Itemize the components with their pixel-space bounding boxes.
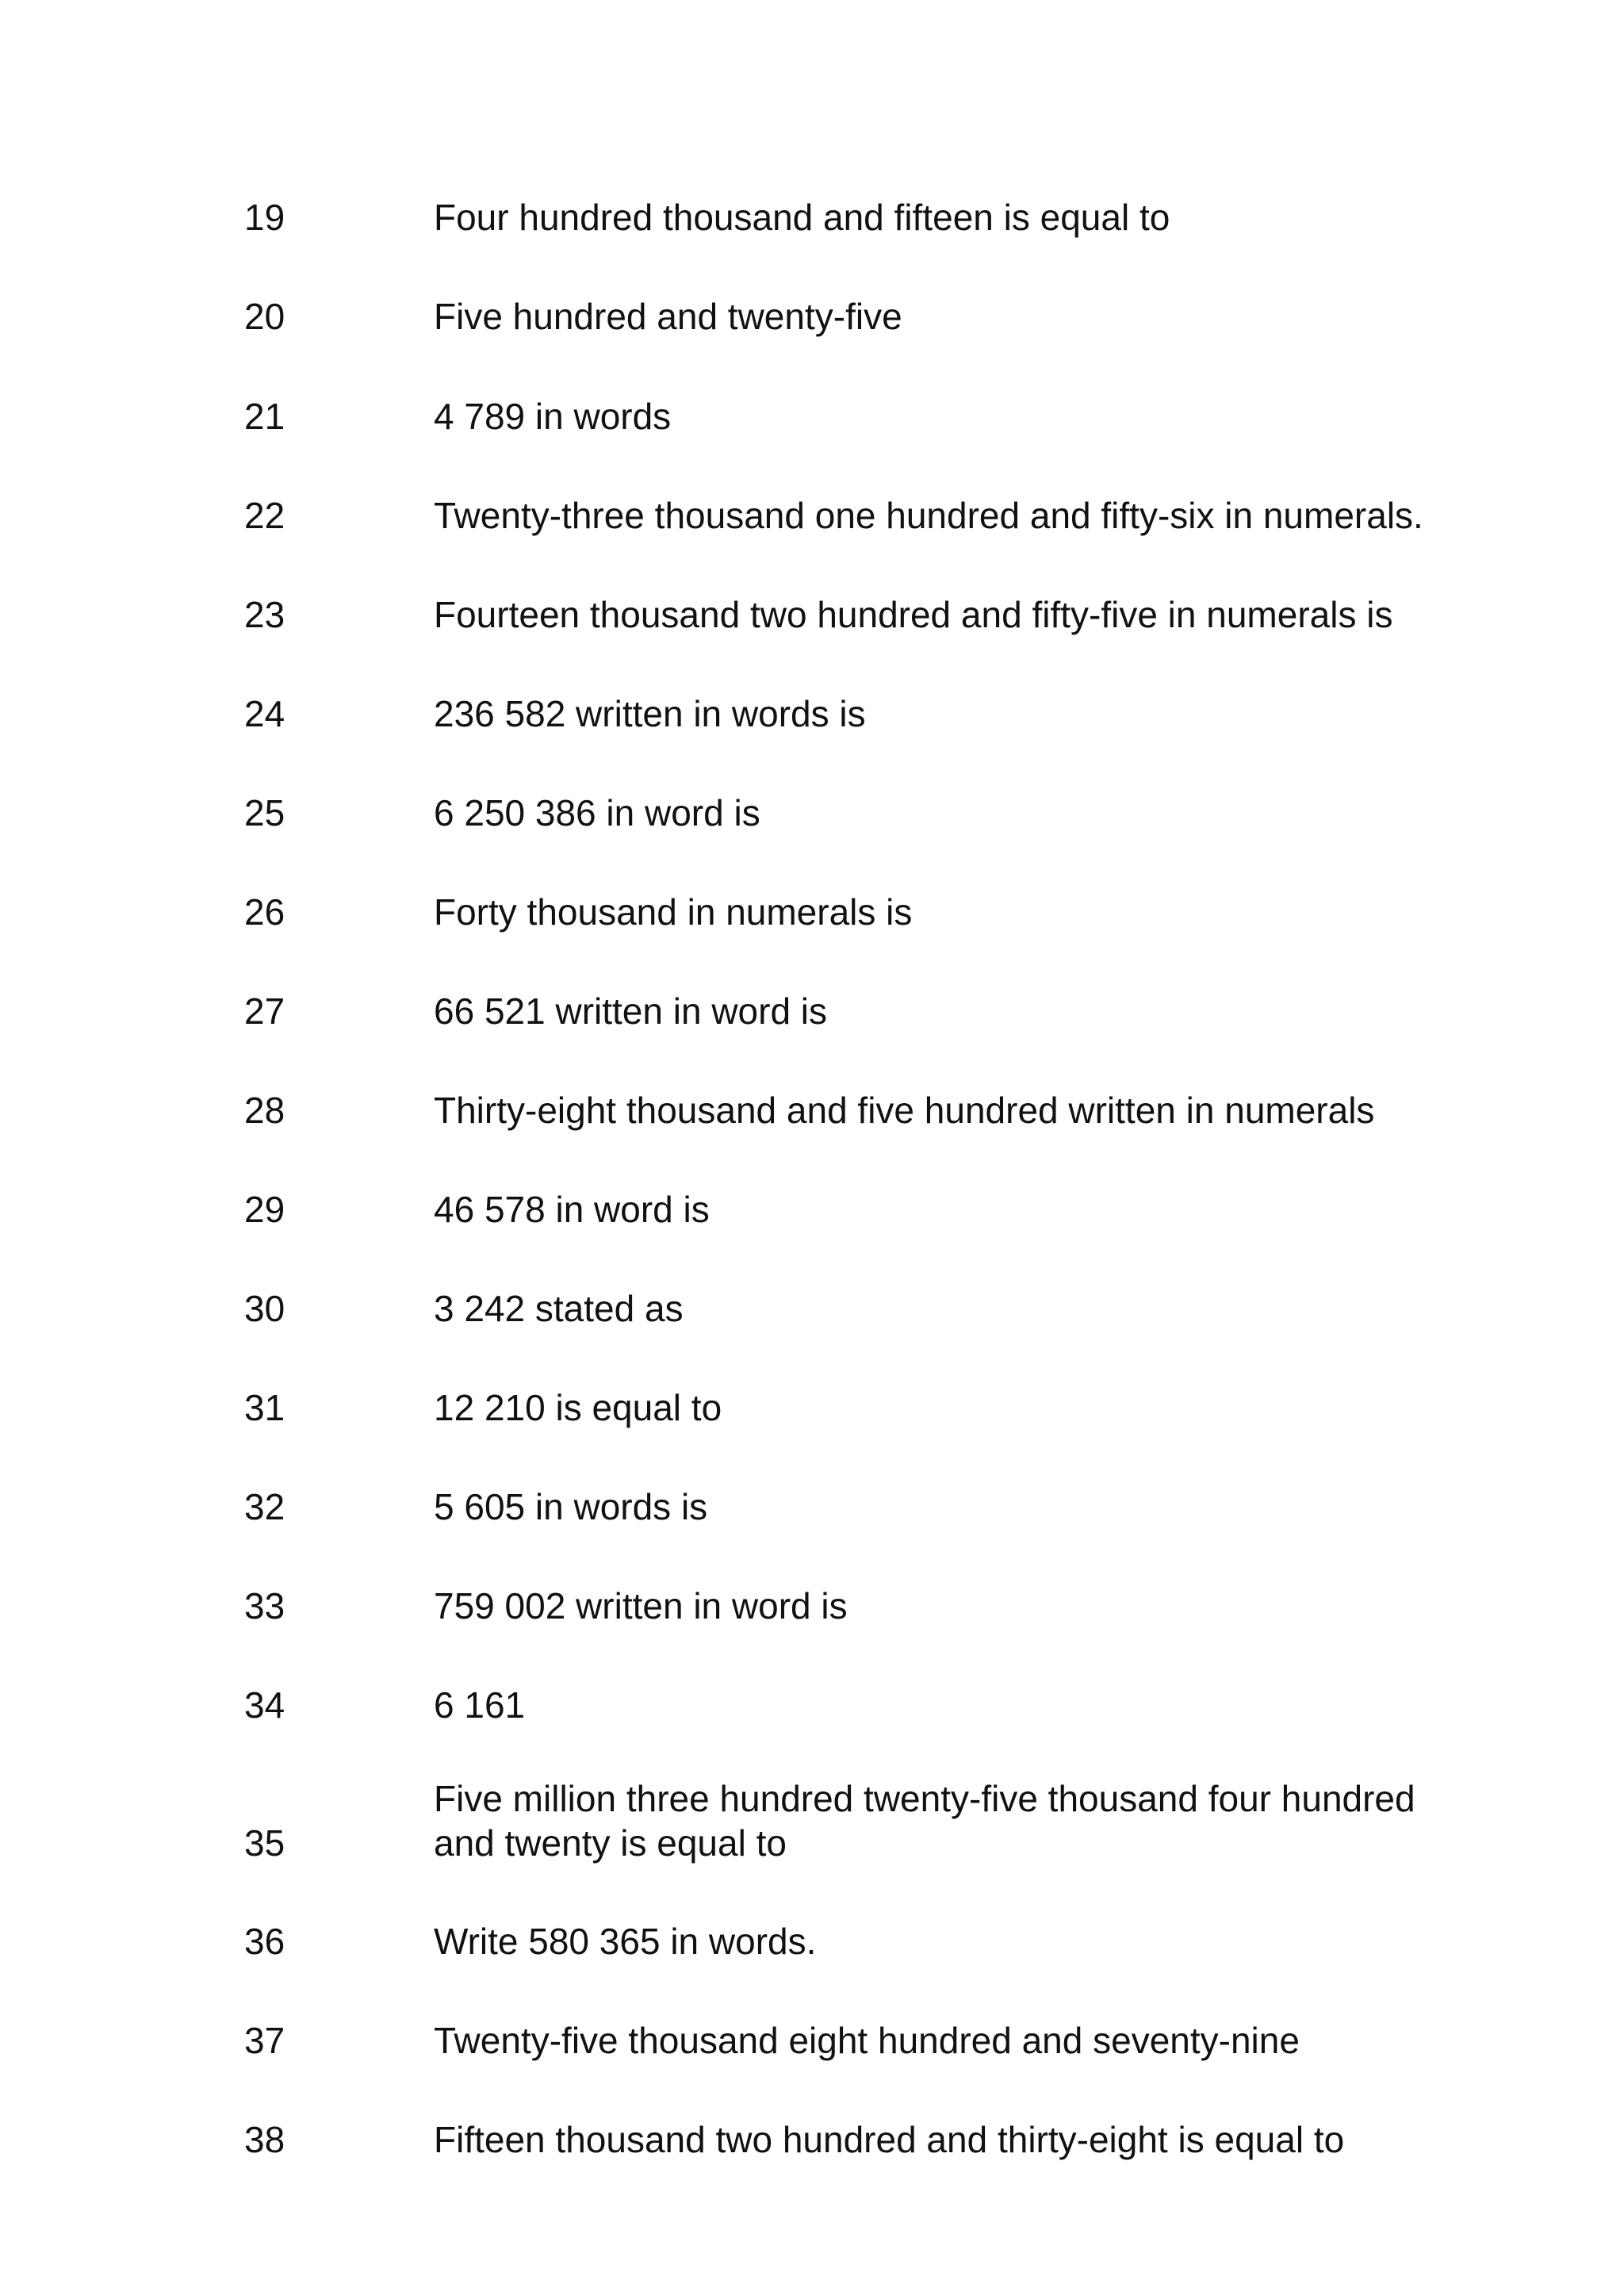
question-number: 36	[244, 1921, 285, 1962]
question-number: 32	[244, 1486, 285, 1527]
question-text: 4 789 in words	[434, 396, 672, 437]
question-text: 6 250 386 in word is	[434, 792, 760, 833]
question-text: Forty thousand in numerals is	[434, 891, 913, 933]
question-text: 236 582 written in words is	[434, 693, 866, 734]
question-number: 37	[244, 2020, 285, 2061]
question-text: 66 521 written in word is	[434, 990, 828, 1032]
question-text: Fifteen thousand two hundred and thirty-eight is equal to	[434, 2119, 1345, 2160]
question-number: 38	[244, 2119, 285, 2160]
question-text: Four hundred thousand and fifteen is equal to	[434, 197, 1170, 238]
question-text: 3 242 stated as	[434, 1288, 684, 1329]
question-text-line-1: Five million three hundred twenty-five thousand four hundred	[434, 1778, 1415, 1819]
question-number: 35	[244, 1822, 285, 1864]
question-number: 26	[244, 891, 285, 933]
question-number: 19	[244, 197, 285, 238]
question-text: 6 161	[434, 1684, 526, 1726]
question-text: 12 210 is equal to	[434, 1387, 722, 1428]
question-text: Five hundred and twenty-five	[434, 296, 902, 337]
question-text: Fourteen thousand two hundred and fifty-five in numerals is	[434, 594, 1393, 635]
question-text-line-2: and twenty is equal to	[434, 1822, 787, 1864]
question-number: 31	[244, 1387, 285, 1428]
question-text: 759 002 written in word is	[434, 1585, 848, 1626]
question-text: Twenty-five thousand eight hundred and seventy-nine	[434, 2020, 1300, 2061]
question-number: 27	[244, 990, 285, 1032]
question-text: Twenty-three thousand one hundred and fifty-six in numerals.	[434, 495, 1423, 536]
question-number: 23	[244, 594, 285, 635]
question-number: 33	[244, 1585, 285, 1626]
question-number: 24	[244, 693, 285, 734]
question-text: 46 578 in word is	[434, 1189, 710, 1230]
question-number: 21	[244, 396, 285, 437]
question-text: Thirty-eight thousand and five hundred written in numerals	[434, 1090, 1375, 1131]
question-number: 34	[244, 1684, 285, 1726]
question-number: 29	[244, 1189, 285, 1230]
question-text: 5 605 in words is	[434, 1486, 708, 1527]
question-number: 20	[244, 296, 285, 337]
question-number: 22	[244, 495, 285, 536]
question-number: 28	[244, 1090, 285, 1131]
question-text: Write 580 365 in words.	[434, 1921, 817, 1962]
question-number: 25	[244, 792, 285, 833]
question-number: 30	[244, 1288, 285, 1329]
